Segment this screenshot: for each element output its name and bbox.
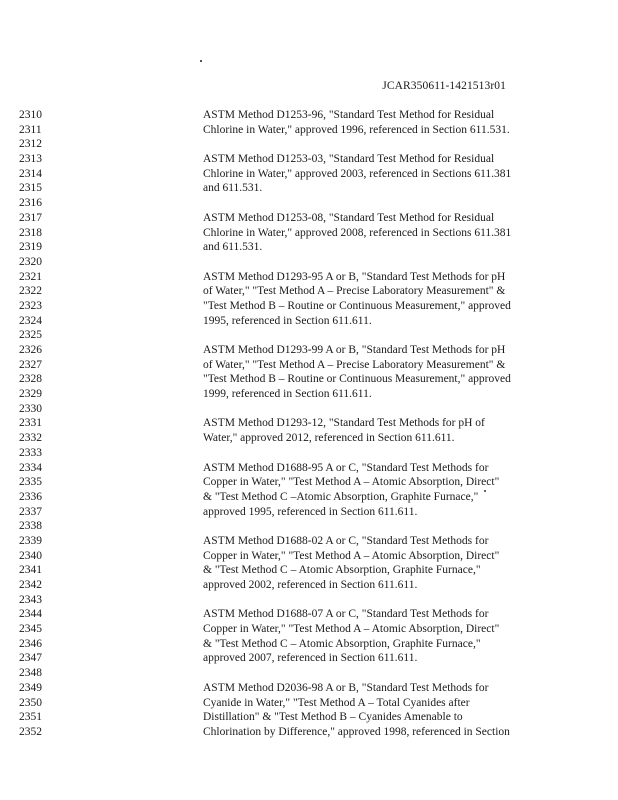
line-number: 2352: [19, 725, 42, 738]
line-number: 2315: [19, 182, 42, 195]
line-text: and 611.531.: [203, 241, 263, 254]
scan-speck: [484, 490, 486, 492]
line-number: 2349: [19, 681, 42, 694]
text-line: [0, 387, 618, 402]
line-number: 2339: [19, 534, 42, 547]
text-line: [0, 666, 618, 681]
text-line: [0, 255, 618, 270]
text-line: [0, 226, 618, 241]
line-text: ASTM Method D1293-95 A or B, "Standard Test Methods for pH: [203, 270, 506, 283]
line-number: 2310: [19, 109, 42, 121]
line-number: 2325: [19, 329, 42, 342]
line-text: ASTM Method D1293-12, "Standard Test Methods for pH of: [203, 417, 485, 430]
line-text: Water," approved 2012, referenced in Section 611.611.: [203, 432, 455, 445]
line-number: 2326: [19, 344, 42, 356]
line-text: approved 2002, referenced in Section 611.611.: [203, 579, 418, 591]
text-line: [0, 431, 618, 446]
line-number: 2327: [19, 358, 42, 371]
line-text: ASTM Method D1688-95 A or C, "Standard Test Methods for: [203, 461, 489, 474]
line-number: 2319: [19, 241, 42, 254]
text-line: [0, 563, 618, 578]
text-line: [0, 152, 618, 167]
line-text: "Test Method B – Routine or Continuous Measurement," approved: [203, 373, 511, 386]
text-line: [0, 505, 618, 520]
line-text: ASTM Method D1253-03, "Standard Test Method for Residual: [203, 153, 495, 166]
text-line: [0, 519, 618, 534]
line-text: "Test Method B – Routine or Continuous Measurement," approved: [203, 299, 511, 312]
text-line: [0, 299, 618, 314]
text-line: [0, 607, 618, 622]
line-number: 2324: [19, 314, 42, 327]
line-number: 2332: [19, 432, 42, 445]
line-number: 2334: [19, 461, 42, 474]
line-number: 2330: [19, 402, 42, 415]
text-line: [0, 446, 618, 461]
line-text: approved 2007, referenced in Section 611.611.: [203, 652, 418, 665]
text-line: [0, 475, 618, 490]
line-text: ASTM Method D1688-07 A or C, "Standard Test Methods for: [203, 608, 489, 621]
line-number: 2338: [19, 520, 42, 533]
line-number: 2341: [19, 564, 42, 577]
line-text: & "Test Method C – Atomic Absorption, Graphite Furnace,": [203, 564, 481, 577]
line-number: 2316: [19, 197, 42, 210]
text-line: [0, 123, 618, 138]
text-line: [0, 696, 618, 711]
line-number: 2350: [19, 696, 42, 709]
text-line: [0, 549, 618, 564]
line-text: ASTM Method D1253-96, "Standard Test Method for Residual: [203, 109, 495, 121]
line-number: 2328: [19, 373, 42, 386]
text-line: [0, 651, 618, 666]
text-line: [0, 416, 618, 431]
line-number: 2340: [19, 549, 42, 562]
line-number: 2318: [19, 226, 42, 239]
line-number: 2346: [19, 637, 42, 650]
line-number: 2314: [19, 167, 42, 180]
line-text: Distillation" & "Test Method B – Cyanides Amenable to: [203, 711, 463, 724]
line-number: 2323: [19, 299, 42, 312]
text-line: [0, 681, 618, 696]
line-text: Cyanide in Water," "Test Method A – Total Cyanides after: [203, 696, 470, 709]
line-text: & "Test Method C –Atomic Absorption, Graphite Furnace,": [203, 490, 479, 503]
line-text: Copper in Water," "Test Method A – Atomic Absorption, Direct": [203, 476, 500, 489]
text-line: [0, 622, 618, 637]
line-text: Chlorination by Difference," approved 1998, referenced in Section: [203, 725, 510, 738]
line-number: 2317: [19, 211, 42, 224]
line-number: 2336: [19, 490, 42, 503]
text-line: [0, 402, 618, 417]
line-text: Chlorine in Water," approved 1996, referenced in Section 611.531.: [203, 123, 510, 136]
text-line: [0, 108, 618, 123]
text-line: [0, 593, 618, 608]
text-line: [0, 578, 618, 593]
text-line: [0, 343, 618, 358]
text-line: [0, 490, 618, 505]
line-number: 2312: [19, 138, 42, 151]
scan-speck: [200, 60, 202, 62]
text-line: [0, 167, 618, 182]
line-text: Copper in Water," "Test Method A – Atomic Absorption, Direct": [203, 623, 500, 636]
line-text: 1995, referenced in Section 611.611.: [203, 314, 372, 327]
line-number: 2343: [19, 593, 42, 606]
text-line: [0, 637, 618, 652]
text-line: [0, 181, 618, 196]
line-number: 2321: [19, 270, 42, 283]
text-line: [0, 328, 618, 343]
line-text: and 611.531.: [203, 182, 263, 195]
line-text: 1999, referenced in Section 611.611.: [203, 388, 372, 401]
line-number: 2344: [19, 608, 42, 621]
line-text: of Water," "Test Method A – Precise Laboratory Measurement" &: [203, 285, 506, 298]
line-text: & "Test Method C – Atomic Absorption, Graphite Furnace,": [203, 637, 481, 650]
line-text: ASTM Method D1253-08, "Standard Test Method for Residual: [203, 211, 495, 224]
line-number: 2348: [19, 667, 42, 680]
line-number: 2351: [19, 711, 42, 724]
line-number: 2337: [19, 505, 42, 518]
line-number: 2345: [19, 623, 42, 636]
text-line: [0, 372, 618, 387]
text-line: [0, 358, 618, 373]
line-text: approved 1995, referenced in Section 611.611.: [203, 505, 418, 518]
line-text: ASTM Method D1293-99 A or B, "Standard Test Methods for pH: [203, 344, 506, 356]
line-number: 2335: [19, 476, 42, 489]
line-text: ASTM Method D1688-02 A or C, "Standard Test Methods for: [203, 534, 489, 547]
text-line: [0, 725, 618, 740]
line-text: ASTM Method D2036-98 A or B, "Standard Test Methods for: [203, 681, 489, 694]
line-text: Copper in Water," "Test Method A – Atomic Absorption, Direct": [203, 549, 500, 562]
text-line: [0, 270, 618, 285]
text-line: [0, 240, 618, 255]
line-number: 2313: [19, 153, 42, 166]
line-text: Chlorine in Water," approved 2008, referenced in Sections 611.381: [203, 226, 512, 239]
line-text: of Water," "Test Method A – Precise Laboratory Measurement" &: [203, 358, 506, 371]
line-number: 2311: [19, 123, 42, 136]
document-id-header: JCAR350611-1421513r01: [382, 80, 506, 92]
text-line: [0, 534, 618, 549]
text-line: [0, 314, 618, 329]
line-number: 2331: [19, 417, 42, 430]
text-line: [0, 284, 618, 299]
text-line: [0, 137, 618, 152]
line-number: 2342: [19, 579, 42, 591]
text-line: [0, 211, 618, 226]
line-number: 2320: [19, 255, 42, 268]
line-number: 2322: [19, 285, 42, 298]
text-line: [0, 461, 618, 476]
line-numbered-text: [0, 108, 618, 740]
text-line: [0, 710, 618, 725]
text-line: [0, 196, 618, 211]
line-text: Chlorine in Water," approved 2003, referenced in Sections 611.381: [203, 167, 512, 180]
line-number: 2329: [19, 388, 42, 401]
line-number: 2347: [19, 652, 42, 665]
line-number: 2333: [19, 446, 42, 459]
